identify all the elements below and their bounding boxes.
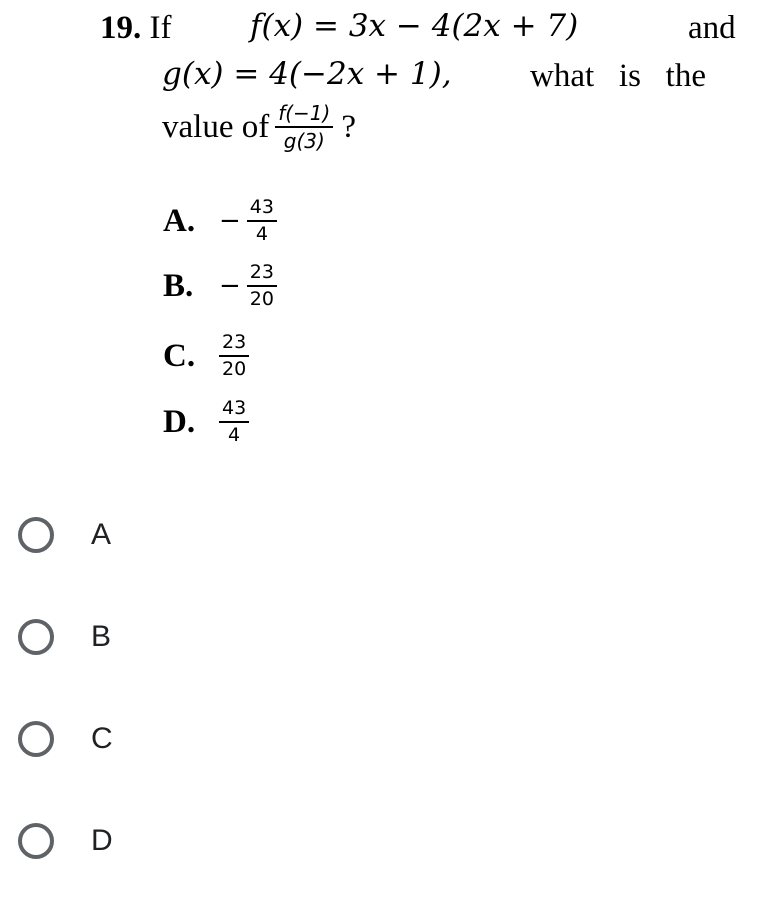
- answer-denominator: 20: [222, 357, 247, 380]
- f-definition: f(x) = 3x − 4(2x + 7): [250, 8, 579, 44]
- answer-letter: B.: [163, 267, 194, 304]
- answer-b: [163, 260, 277, 310]
- answer-denominator: 4: [255, 222, 268, 245]
- answer-letter: C.: [163, 337, 196, 374]
- question-line-3: [162, 103, 356, 152]
- question-number: 19.: [100, 10, 142, 46]
- answer-numerator: 43: [249, 195, 274, 218]
- radio-option-d[interactable]: [10, 811, 310, 871]
- answer-fraction-bar: [219, 421, 249, 423]
- answer-numerator: 43: [222, 396, 247, 419]
- if-word: If: [149, 10, 172, 46]
- answer-denominator: 4: [228, 423, 241, 446]
- answer-numerator: 23: [249, 260, 274, 283]
- radio-option-label[interactable]: C: [91, 722, 113, 755]
- question-fraction-numerator: f(−1): [278, 101, 331, 125]
- and-word: and: [688, 10, 736, 46]
- radio-option-a[interactable]: [10, 505, 310, 565]
- g-definition: g(x) = 4(−2x + 1),: [162, 56, 452, 92]
- radio-option-label[interactable]: D: [91, 824, 113, 857]
- answer-fraction: [219, 330, 249, 380]
- answer-letter: D.: [163, 403, 196, 440]
- radio-button[interactable]: [18, 823, 54, 859]
- answer-numerator: 23: [222, 330, 247, 353]
- answer-sign: −: [219, 271, 241, 301]
- answer-letter: A.: [163, 202, 196, 239]
- what-is-the: what is the: [530, 58, 706, 94]
- radio-button[interactable]: [18, 517, 54, 553]
- answer-c: [163, 330, 249, 380]
- question-line-1: [100, 8, 171, 48]
- question-fraction-denominator: g(3): [283, 129, 325, 153]
- answer-a: [163, 195, 277, 245]
- radio-option-label[interactable]: A: [91, 518, 112, 551]
- answer-fraction-bar: [247, 285, 277, 287]
- answer-fraction: [219, 396, 249, 446]
- question-fraction-bar: [275, 126, 333, 128]
- radio-option-label[interactable]: B: [91, 620, 112, 653]
- answer-fraction: [247, 260, 277, 310]
- answer-denominator: 20: [249, 287, 274, 310]
- question-fraction: [275, 103, 333, 152]
- answer-fraction-bar: [219, 355, 249, 357]
- answer-d: [163, 396, 249, 446]
- question-mark: ?: [341, 109, 356, 146]
- answer-sign: −: [219, 206, 241, 236]
- radio-button[interactable]: [18, 721, 54, 757]
- radio-option-b[interactable]: [10, 607, 310, 667]
- value-of-text: value of: [162, 109, 270, 146]
- answer-fraction-bar: [247, 220, 277, 222]
- radio-option-c[interactable]: [10, 709, 310, 769]
- answer-fraction: [247, 195, 277, 245]
- radio-button[interactable]: [18, 619, 54, 655]
